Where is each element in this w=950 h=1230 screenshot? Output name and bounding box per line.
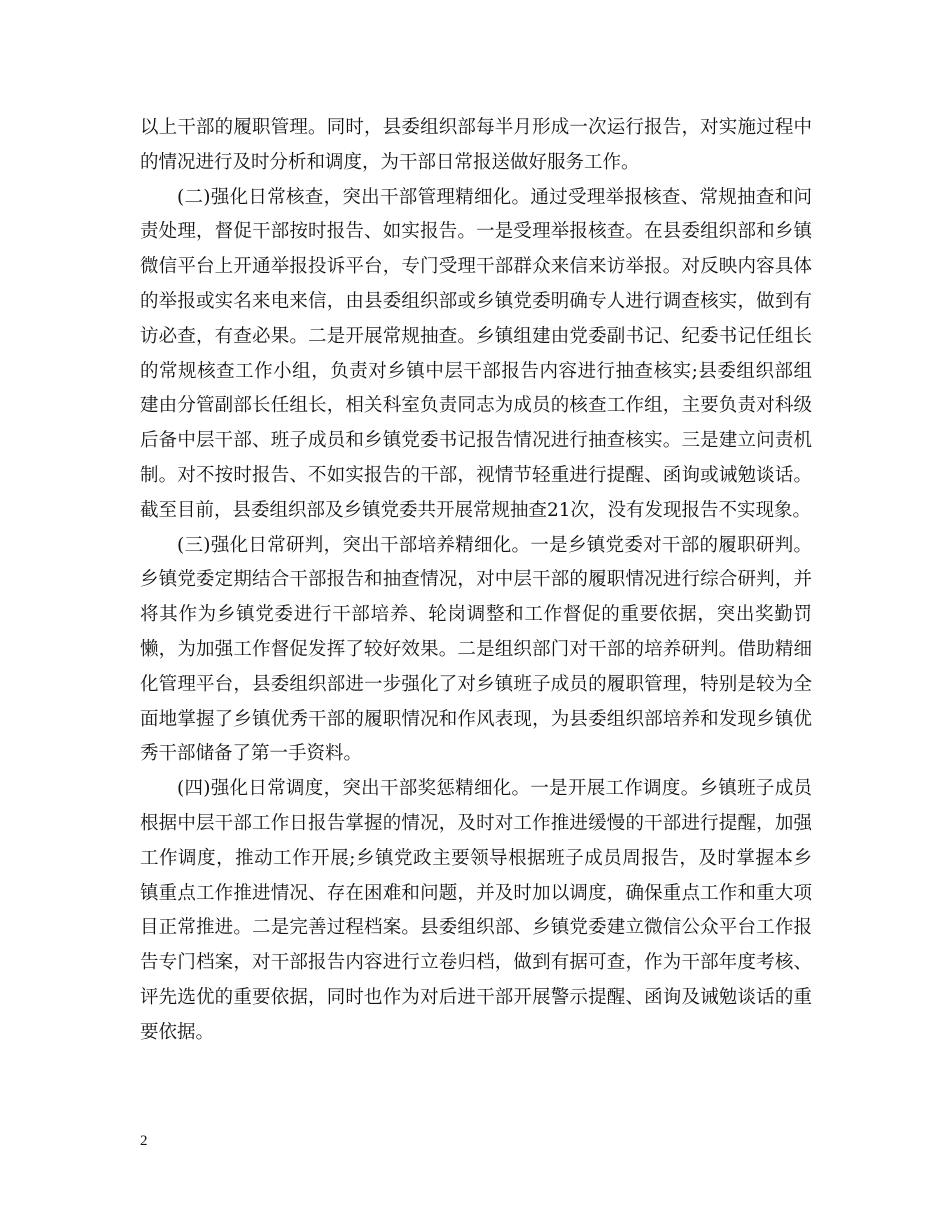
paragraph-continuation: 以上干部的履职管理。同时，县委组织部每半月形成一次运行报告，对实施过程中的情况进行及时分析和调度，为干部日常报送做好服务工作。 <box>140 117 812 173</box>
page-number: 2 <box>140 1133 148 1149</box>
paragraph-section-two: (二)强化日常核查，突出干部管理精细化。通过受理举报核查、常规抽查和问责处理，督促干部按时报告、如实报告。一是受理举报核查。在县委组织部和乡镇微信平台上开通举报投诉平台，专门受理干部群众来信来访举报。对反映内容具体的举报或实名来电来信，由县委组织部或乡镇党委明确专人进行调查核实，做到有访必查，有查必果。二是开展常规抽查。乡镇组建由党委副书记、纪委书记任组长的常规核查工作小组，负责对乡镇中层干部报告内容进行抽查核实;县委组织部组建由分管副部长任组长，相关科室负责同志为成员的核查工作组，主要负责对科级后备中层干部、班子成员和乡镇党委书记报告情况进行抽查核实。三是建立问责机制。对不按时报告、不如实报告的干部，视情节轻重进行提醒、函询或诫勉谈话。截至目前，县委组织部及乡镇党委共开展常规抽查21次，没有发现报告不实现象。 <box>140 186 812 521</box>
document-body <box>140 111 812 1051</box>
paragraph-section-four: (四)强化日常调度，突出干部奖惩精细化。一是开展工作调度。乡镇班子成员根据中层干部工作日报告掌握的情况，及时对工作推进缓慢的干部进行提醒，加强工作调度，推动工作开展;乡镇党政主要领导根据班子成员周报告，及时掌握本乡镇重点工作推进情况、存在困难和问题，并及时加以调度，确保重点工作和重大项目正常推进。二是完善过程档案。县委组织部、乡镇党委建立微信公众平台工作报告专门档案，对干部报告内容进行立卷归档，做到有据可查，作为干部年度考核、评先选优的重要依据，同时也作为对后进干部开展警示提醒、函询及诫勉谈话的重要依据。 <box>140 778 812 1043</box>
paragraph-section-three: (三)强化日常研判，突出干部培养精细化。一是乡镇党委对干部的履职研判。乡镇党委定期结合干部报告和抽查情况，对中层干部的履职情况进行综合研判，并将其作为乡镇党委进行干部培养、轮岗调整和工作督促的重要依据，突出奖勤罚懒，为加强工作督促发挥了较好效果。二是组织部门对干部的培养研判。借助精细化管理平台，县委组织部进一步强化了对乡镇班子成员的履职管理，特别是较为全面地掌握了乡镇优秀干部的履职情况和作风表现，为县委组织部培养和发现乡镇优秀干部储备了第一手资料。 <box>140 534 812 765</box>
